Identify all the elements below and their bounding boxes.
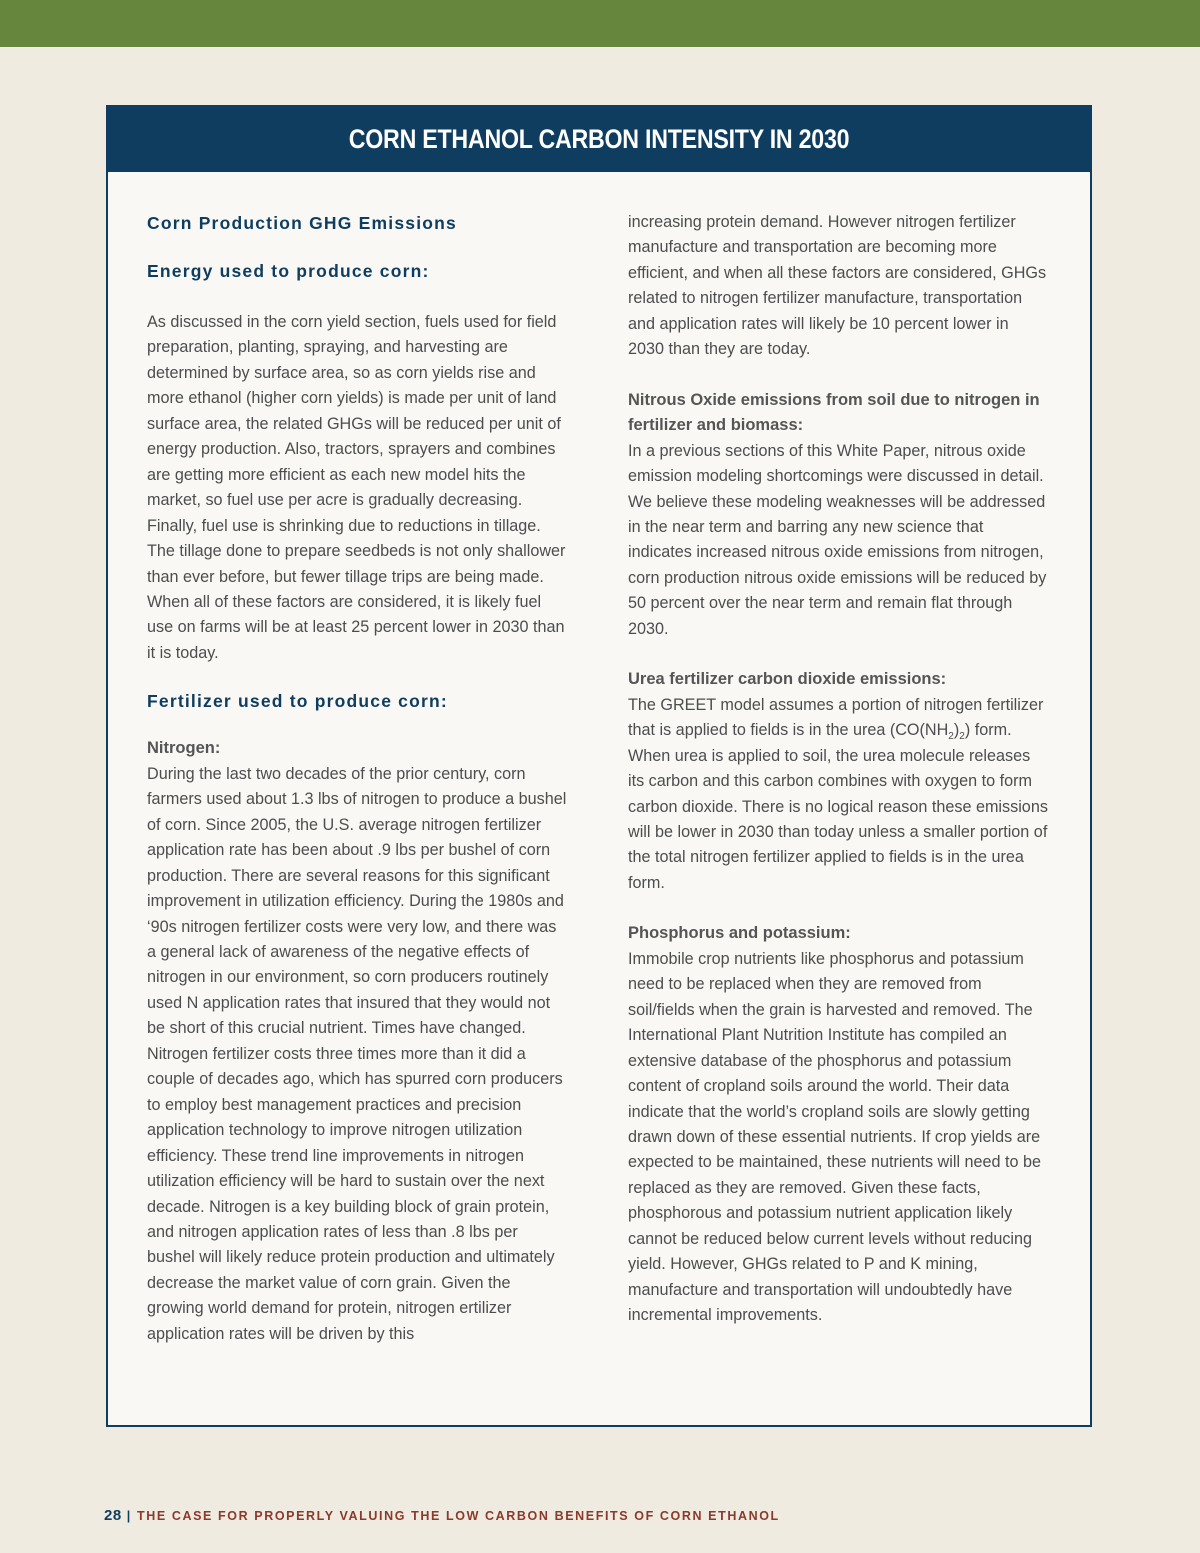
sidebar-box	[106, 105, 1092, 1427]
top-color-band	[0, 0, 1200, 47]
page-footer	[104, 1507, 780, 1524]
heading-corn-production: Corn Production GHG Emissions	[147, 213, 457, 233]
footer-title: THE CASE FOR PROPERLY VALUING THE LOW CARBON BENEFITS OF CORN ETHANOL	[136, 1509, 780, 1523]
box-title: CORN ETHANOL CARBON INTENSITY IN 2030	[348, 124, 850, 154]
nitrogen-label: Nitrogen:	[147, 739, 221, 758]
heading-fertilizer: Fertilizer used to produce corn:	[147, 691, 448, 712]
footer-separator: |	[126, 1509, 132, 1523]
n2o-heading: Nitrous Oxide emissions from soil due to nitrogen in fertilizer and biomass:	[628, 390, 1040, 435]
urea-paragraph	[628, 693, 1048, 897]
nitrogen-continued-paragraph: increasing protein demand. However nitrogen fertilizer manufacture and transportation are becoming more efficient, and when all these factors are considered, GHGs related to nitrogen fertilizer manufacture, transportation and application rates will likely be 10 percent lower in 2030 than they are today.	[628, 213, 1047, 359]
page-number: 28	[104, 1507, 122, 1524]
energy-paragraph: As discussed in the corn yield section, fuels used for field preparation, planting, spraying, and harvesting are determined by surface area, so as corn yields rise and more ethanol (higher corn yields) is made per unit of land surface area, the related GHGs will be reduced per unit of energy production. Also, tractors, sprayers and combines are getting more efficient as each new model hits the market, so fuel use per acre is gradually decreasing. Finally, fuel use is shrinking due to reductions in tillage. The tillage done to prepare seedbeds is not only shallower than ever before, but fewer tillage trips are being made. When all of these factors are considered, it is likely fuel use on farms will be at least 25 percent lower in 2030 than it is today.	[147, 313, 566, 662]
left-column	[147, 210, 567, 1347]
urea-subscript-1: 2	[948, 731, 954, 743]
box-header	[108, 107, 1090, 172]
n2o-paragraph: In a previous sections of this White Paper, nitrous oxide emission modeling shortcomings were discussed in detail. We believe these modeling weaknesses will be addressed in the near term and barring any new science that indicates increased nitrous oxide emissions from nitrogen, corn production nitrous oxide emissions will be reduced by 50 percent over the near term and remain flat through 2030.	[628, 441, 1047, 638]
right-column	[628, 210, 1048, 1329]
nitrogen-paragraph: During the last two decades of the prior century, corn farmers used about 1.3 lbs of nitrogen to produce a bushel of corn. Since 2005, the U.S. average nitrogen fertilizer application rate has been about .9 lbs per bushel of corn production. There are several reasons for this significant improvement in utilization efficiency. During the 1980s and ‘90s nitrogen fertilizer costs were very low, and there was a general lack of awareness of the negative effects of nitrogen in our environment, so corn producers routinely used N application rates that insured that they would not be short of this crucial nutrient. Times have changed. Nitrogen fertilizer costs three times more than it did a couple of decades ago, which has spurred corn producers to employ best management practices and precision application technology to improve nitrogen utilization efficiency. These trend line improvements in nitrogen utilization efficiency will be hard to sustain over the next decade. Nitrogen is a key building block of grain protein, and nitrogen application rates of less than .8 lbs per bushel will likely reduce protein production and ultimately decrease the market value of corn grain. Given the growing world demand for protein, nitrogen ertilizer application rates will be driven by this	[147, 764, 567, 1343]
heading-energy: Energy used to produce corn:	[147, 261, 430, 281]
urea-text-c: ) form. When urea is applied to soil, the urea molecule releases its carbon and this carbon combines with oxygen to form carbon dioxide. There is no logical reason these emissions will be lower in 2030 than today unless a smaller portion of the total nitrogen fertilizer applied to fields is in the urea form.	[628, 721, 1048, 892]
urea-heading: Urea fertilizer carbon dioxide emissions:	[628, 670, 947, 689]
urea-subscript-2: 2	[959, 731, 965, 743]
urea-text-a: The GREET model assumes a portion of nitrogen fertilizer that is applied to fields is in the urea (CO(NH	[628, 695, 1044, 740]
pk-heading: Phosphorus and potassium:	[628, 924, 851, 943]
urea-text-b: )	[953, 721, 960, 740]
pk-paragraph: Immobile crop nutrients like phosphorus and potassium need to be replaced when they are removed from soil/fields when the grain is harvested and removed. The International Plant Nutrition Institute has compiled an extensive database of the phosphorus and potassium content of cropland soils around the world. Their data indicate that the world’s cropland soils are slowly getting drawn down of these essential nutrients. If crop yields are expected to be maintained, these nutrients will need to be replaced as they are removed. Given these facts, phosphorous and potassium nutrient application likely cannot be reduced below current levels without reducing yield. However, GHGs related to P and K mining, manufacture and transportation will undoubtedly have incremental improvements.	[628, 949, 1042, 1325]
